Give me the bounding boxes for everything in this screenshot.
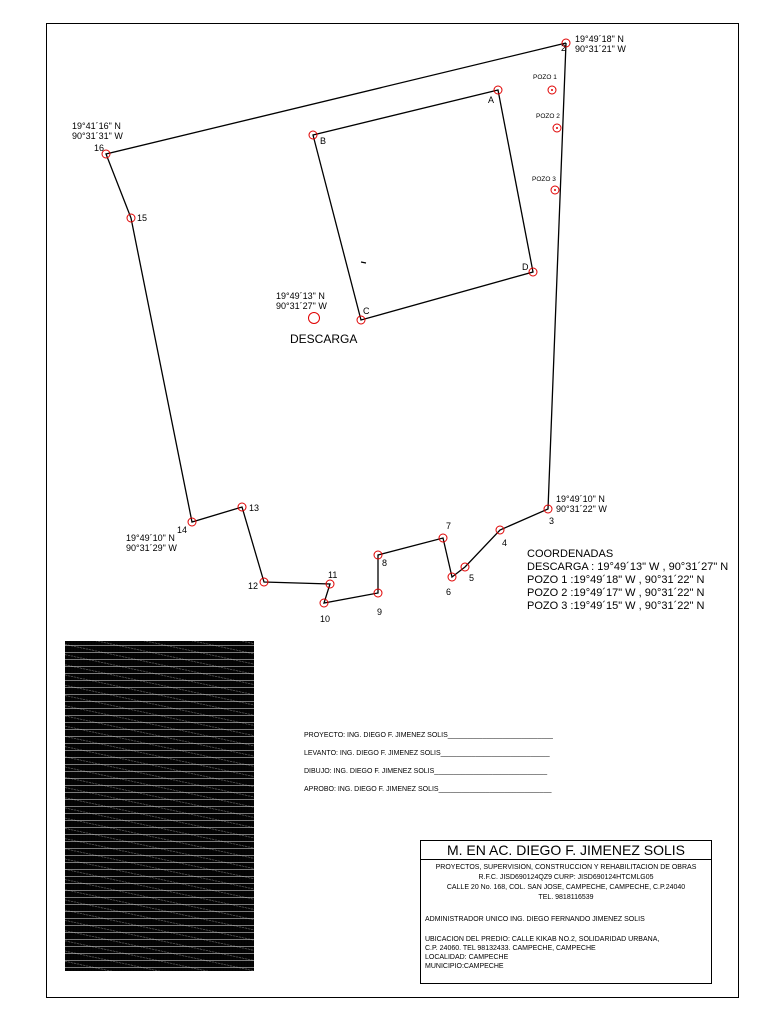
title-block-name: M. EN AC. DIEGO F. JIMENEZ SOLIS	[421, 841, 711, 860]
coordinates-legend	[527, 548, 728, 613]
pozo-2-label: POZO 2	[536, 113, 560, 120]
credit-proyecto: PROYECTO: ING. DIEGO F. JIMENEZ SOLIS___________________________	[304, 732, 553, 739]
vertex-label-b: B	[320, 136, 327, 146]
vertex-label-3: 3	[549, 516, 555, 526]
vertex-3-lon: 90°31´22" W	[556, 504, 607, 514]
title-block-services: PROYECTOS, SUPERVISION, CONSTRUCCION Y REHABILITACION DE OBRAS	[435, 864, 697, 871]
vertex-2-lon: 90°31´21" W	[575, 44, 626, 54]
vertex-label-12: 12	[248, 581, 259, 591]
vertex-label-c: C	[363, 306, 370, 316]
vertex-label-5: 5	[469, 573, 475, 583]
vertex-3-coords	[556, 494, 607, 514]
vertex-3-lat: 19°49´10" N	[556, 494, 605, 504]
title-block-location	[421, 935, 711, 971]
vertex-2-lat: 19°49´18" N	[575, 34, 624, 44]
title-block-tel: TEL. 9818116539	[538, 894, 594, 901]
coordinates-line-descarga: DESCARGA : 19°49´13" W , 90°31´27" N	[527, 561, 729, 573]
vertex-16-lon: 90°31´31" W	[72, 131, 123, 141]
title-block-municipio: MUNICIPIO:CAMPECHE	[425, 963, 504, 970]
title-block-ubicacion-2: C.P. 24060. TEL 98132433. CAMPECHE, CAMPECHE	[425, 945, 596, 952]
vertex-label-d: D	[522, 262, 529, 272]
vertex-14-lon: 90°31´29" W	[126, 543, 177, 553]
coordinates-line-pozo-3: POZO 3 :19°49´15" W , 90°31´22" N	[527, 600, 705, 612]
coordinates-line-pozo-2: POZO 2 :19°49´17" W , 90°31´22" N	[527, 587, 705, 599]
vertex-label-8: 8	[382, 558, 388, 568]
coordinates-title: COORDENADAS	[527, 548, 614, 560]
title-block-rfc-curp: R.F.C. JISD690124QZ9 CURP: JISD690124HTCMLG05	[478, 874, 654, 881]
title-block-admin: ADMINISTRADOR UNICO ING. DIEGO FERNANDO JIMENEZ SOLIS	[425, 916, 645, 923]
vertex-label-16: 16	[94, 143, 105, 153]
vertex-label-10: 10	[320, 614, 331, 624]
vertex-label-a: A	[488, 95, 495, 105]
vertex-label-11: 11	[328, 570, 338, 580]
descarga-coords	[276, 291, 327, 311]
title-block-address: CALLE 20 No. 168, COL. SAN JOSE, CAMPECHE, CAMPECHE, C.P.24040	[446, 884, 686, 891]
descarga-lon: 90°31´27" W	[276, 301, 327, 311]
vertex-label-15: 15	[137, 213, 148, 223]
vertex-14-lat: 19°49´10" N	[126, 533, 175, 543]
title-block	[420, 840, 712, 984]
vertex-label-4: 4	[502, 538, 508, 548]
title-block-admin-row	[421, 915, 711, 925]
vertex-label-2: 2	[561, 43, 567, 53]
vertex-16-lat: 19°41´16" N	[72, 121, 121, 131]
pozo-1-label: POZO 1	[533, 74, 557, 81]
title-block-localidad: LOCALIDAD: CAMPECHE	[425, 954, 509, 961]
vertex-label-9: 9	[377, 607, 383, 617]
vertex-label-7: 7	[446, 521, 452, 531]
descarga-lat: 19°49´13" N	[276, 291, 325, 301]
credits-block	[304, 727, 553, 799]
credit-aprobo: APROBO: ING. DIEGO F. JIMENEZ SOLIS_____________________________	[304, 786, 552, 793]
pozo-3-label: POZO 3	[532, 176, 556, 183]
vertex-14-coords	[126, 533, 177, 553]
vertex-label-6: 6	[446, 587, 452, 597]
vertex-label-13: 13	[249, 503, 260, 513]
vertex-label-14: 14	[177, 525, 188, 535]
credit-levanto: LEVANTO: ING. DIEGO F. JIMENEZ SOLIS____________________________	[304, 750, 550, 757]
coordinates-line-pozo-1: POZO 1 :19°49´18" W , 90°31´22" N	[527, 574, 705, 586]
title-block-ubicacion-1: UBICACION DEL PREDIO: CALLE KIKAB NO.2, SOLIDARIDAD URBANA,	[425, 936, 660, 943]
vertex-2-coords	[575, 34, 626, 54]
title-block-company-info	[421, 863, 711, 903]
vertex-16-coords	[72, 121, 123, 141]
credit-dibujo: DIBUJO: ING. DIEGO F. JIMENEZ SOLIS_____________________________	[304, 768, 548, 775]
location-image	[65, 641, 254, 971]
descarga-label: DESCARGA	[290, 332, 358, 346]
